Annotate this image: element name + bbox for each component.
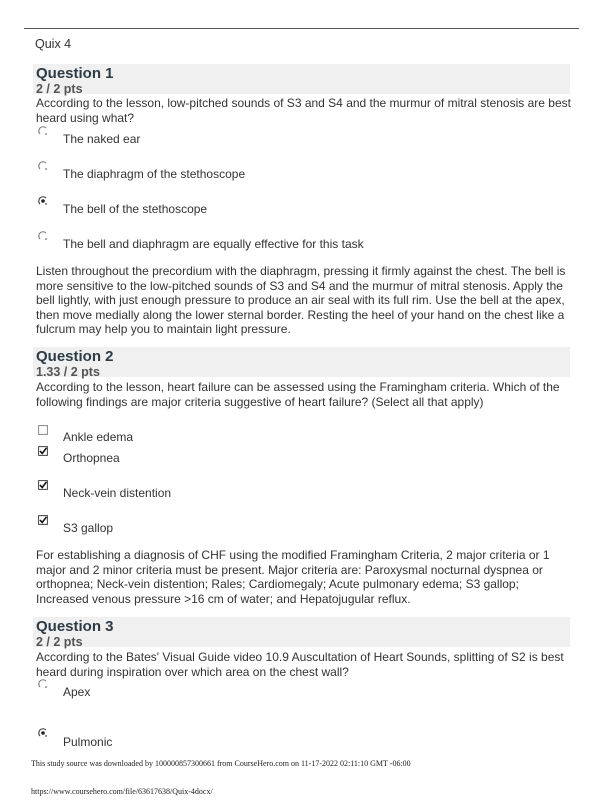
q1-option-1-radio[interactable] bbox=[38, 126, 48, 136]
q1-option-4-label: The bell and diaphragm are equally effective for this task bbox=[63, 237, 364, 251]
document-title: Quix 4 bbox=[35, 37, 72, 51]
q3-option-2-radio-selected[interactable] bbox=[38, 728, 48, 738]
q2-option-4-checkbox-checked[interactable] bbox=[38, 515, 48, 525]
q1-option-2-label: The diaphragm of the stethoscope bbox=[63, 167, 246, 181]
q2-option-1-label: Ankle edema bbox=[63, 430, 134, 444]
q1-option-4-radio[interactable] bbox=[38, 231, 48, 241]
question-2-title: Question 2 bbox=[36, 348, 114, 365]
download-source-note: This study source was downloaded by 100000857300661 from CourseHero.com on 11-17-2022 02:11:10 GMT -06:00 bbox=[31, 759, 411, 768]
q3-option-1-label: Apex bbox=[63, 685, 91, 699]
question-1-explanation: Listen throughout the precordium with the diaphragm, pressing it firmly against the chest. The bell is more sensitive to the low-pitched sounds of S3 and S4 and the murmur of mitral stenosis. Apply the bell lightly, with just enough pressure to produce an air seal with its full rim. Use the bell at the apex, then move medially along the lower sternal border. Resting the heel of your hand on the chest like a fulcrum may help you to maintain light pressure. bbox=[36, 264, 566, 336]
q1-option-3-label: The bell of the stethoscope bbox=[63, 202, 208, 216]
question-2-header-bar bbox=[33, 347, 570, 377]
question-3-header-bar bbox=[33, 617, 570, 647]
source-url[interactable]: https://www.coursehero.com/file/63617638/Quix-4docx/ bbox=[31, 787, 213, 796]
q1-option-3-radio-selected[interactable] bbox=[38, 196, 48, 206]
question-2-explanation: For establishing a diagnosis of CHF using the modified Framingham Criteria, 2 major criteria or 1 major and 2 minor criteria must be present. Major criteria are: Paroxysmal nocturnal dyspnea or orthopnea; Neck-vein distention; Rales; Cardiomegaly; Acute pulmonary edema; S3 gallop; Increased venous pressure >16 cm of water; and Hepatojugular reflux. bbox=[36, 548, 550, 606]
top-divider bbox=[24, 28, 579, 29]
question-2-points: 1.33 / 2 pts bbox=[36, 365, 100, 379]
question-1-prompt: According to the lesson, low-pitched sounds of S3 and S4 and the murmur of mitral stenosis are best heard using what? bbox=[36, 96, 571, 125]
q2-option-3-label: Neck-vein distention bbox=[63, 486, 172, 500]
q1-option-1-label: The naked ear bbox=[63, 132, 141, 146]
question-2-prompt: According to the lesson, heart failure can be assessed using the Framingham criteria. Which of the following findings are major criteria suggestive of heart failure? (Select all that apply) bbox=[36, 380, 560, 409]
question-3-title: Question 3 bbox=[36, 618, 114, 635]
question-1-points: 2 / 2 pts bbox=[36, 82, 83, 96]
q2-option-1-checkbox[interactable] bbox=[38, 425, 48, 435]
question-3-prompt: According to the Bates' Visual Guide video 10.9 Auscultation of Heart Sounds, splitting of S2 is best heard during inspiration over which area on the chest wall? bbox=[36, 650, 564, 679]
q1-option-2-radio[interactable] bbox=[38, 161, 48, 171]
q2-option-3-checkbox-checked[interactable] bbox=[38, 480, 48, 490]
q3-option-1-radio[interactable] bbox=[38, 679, 48, 689]
q2-option-4-label: S3 gallop bbox=[63, 521, 114, 535]
question-1-header-bar bbox=[33, 64, 570, 94]
question-3-points: 2 / 2 pts bbox=[36, 635, 83, 649]
q2-option-2-checkbox-checked[interactable] bbox=[38, 446, 48, 456]
q3-option-2-label: Pulmonic bbox=[63, 735, 113, 749]
question-1-title: Question 1 bbox=[36, 65, 114, 82]
q2-option-2-label: Orthopnea bbox=[63, 451, 120, 465]
